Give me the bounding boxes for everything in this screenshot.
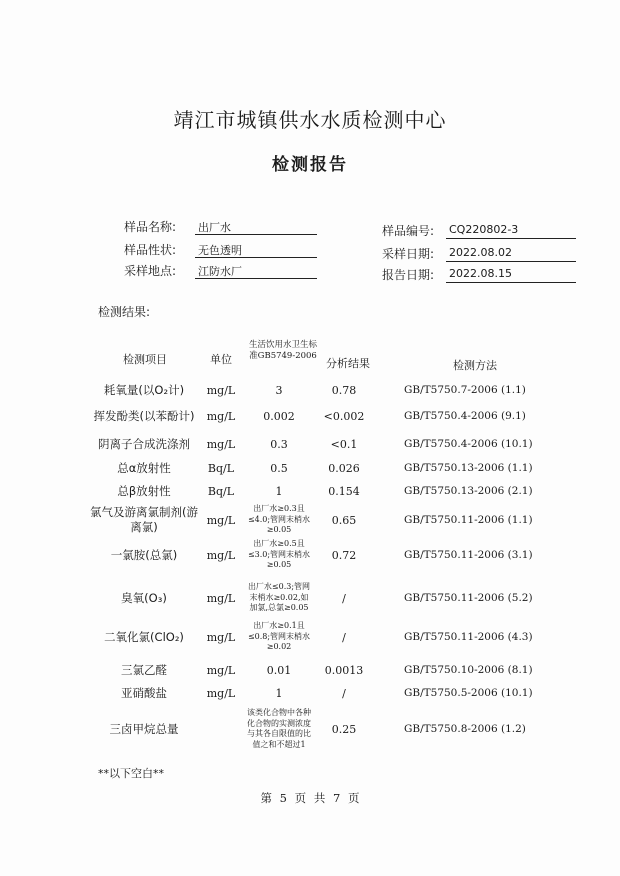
organization-title: 靖江市城镇供水水质检测中心	[173, 108, 447, 132]
row-standard: 出厂水≤0.3;管网末梢水≥0.02,如加氯,总氯≥0.05	[247, 582, 311, 613]
row-method: GB/T5750.11-2006 (1.1)	[404, 514, 533, 526]
sample-property-label: 样品性状:	[124, 243, 177, 257]
row-item: 亚硝酸盐	[121, 685, 167, 700]
row-method: GB/T5750.11-2006 (3.1)	[404, 549, 533, 561]
row-result: 0.78	[331, 383, 357, 397]
sampling-date-label: 采样日期:	[382, 247, 435, 261]
row-method: GB/T5750.11-2006 (4.3)	[404, 631, 533, 643]
row-method: GB/T5750.7-2006 (1.1)	[404, 384, 526, 396]
row-unit: mg/L	[206, 409, 236, 423]
header-result: 分析结果	[326, 357, 370, 370]
sample-number-label: 样品编号:	[382, 224, 435, 238]
row-item: 一氯胺(总氯)	[110, 547, 178, 562]
sample-number-value: CQ220802-3	[449, 223, 519, 236]
row-standard: 1	[275, 484, 283, 498]
row-unit: mg/L	[206, 513, 236, 527]
sampling-location-underline	[195, 278, 317, 279]
row-result: <0.1	[330, 437, 358, 451]
sample-number-underline	[446, 238, 576, 239]
row-method: GB/T5750.8-2006 (1.2)	[404, 723, 526, 735]
row-method: GB/T5750.5-2006 (10.1)	[404, 687, 533, 699]
report-date-label: 报告日期:	[382, 268, 435, 282]
row-result: 0.154	[328, 484, 360, 498]
report-date-value: 2022.08.15	[449, 267, 512, 280]
sample-name-underline	[195, 234, 317, 235]
row-standard: 3	[275, 383, 283, 397]
row-result: 0.0013	[324, 663, 364, 677]
row-item: 三氯乙醛	[121, 662, 167, 677]
row-standard: 0.5	[270, 461, 288, 475]
row-result: 0.026	[328, 461, 360, 475]
row-result: /	[342, 591, 346, 605]
row-item: 总β放射性	[117, 483, 171, 498]
sample-property-underline	[195, 257, 317, 258]
sample-name-value: 出厂水	[198, 221, 231, 234]
row-method: GB/T5750.4-2006 (10.1)	[404, 438, 533, 450]
results-heading: 检测结果:	[98, 305, 151, 319]
row-result: /	[342, 686, 346, 700]
row-item: 臭氧(O₃)	[121, 590, 167, 605]
report-date-underline	[446, 282, 576, 283]
row-unit: Bq/L	[207, 484, 235, 498]
page-number: 第 5 页 共 7 页	[260, 791, 360, 805]
row-item: 二氧化氯(ClO₂)	[104, 629, 184, 644]
sample-name-label: 样品名称:	[124, 220, 177, 234]
row-unit: Bq/L	[207, 461, 235, 475]
row-unit: mg/L	[206, 686, 236, 700]
row-standard: 0.01	[266, 663, 292, 677]
sampling-location-value: 江防水厂	[198, 265, 242, 278]
sampling-location-label: 采样地点:	[124, 264, 177, 278]
row-item: 阴离子合成洗涤剂	[98, 436, 190, 451]
row-method: GB/T5750.13-2006 (1.1)	[404, 462, 533, 474]
header-unit: 单位	[210, 353, 232, 366]
row-result: 0.72	[331, 548, 357, 562]
row-standard: 该类化合物中各种化合物的实测浓度与其各自限值的比值之和不超过1	[247, 708, 311, 749]
row-result: <0.002	[323, 409, 365, 423]
header-standard: 生活饮用水卫生标准GB5749-2006	[248, 340, 317, 361]
row-item: 三卤甲烷总量	[109, 721, 179, 736]
sampling-date-value: 2022.08.02	[449, 246, 512, 259]
row-standard: 出厂水≥0.3且≤4.0;管网末梢水≥0.05	[247, 504, 311, 535]
row-result: 0.25	[331, 722, 357, 736]
row-unit: mg/L	[206, 383, 236, 397]
blank-note: **以下空白**	[98, 767, 164, 780]
row-method: GB/T5750.13-2006 (2.1)	[404, 485, 533, 497]
row-result: /	[342, 630, 346, 644]
header-item: 检测项目	[123, 353, 167, 366]
sampling-date-underline	[446, 261, 576, 262]
row-unit: mg/L	[206, 630, 236, 644]
row-item: 总α放射性	[117, 460, 171, 475]
header-method: 检测方法	[453, 359, 497, 372]
row-result: 0.65	[331, 513, 357, 527]
row-item: 氯气及游离氯制剂(游离氯)	[90, 505, 198, 534]
row-item: 挥发酚类(以苯酚计)	[93, 408, 195, 423]
row-method: GB/T5750.11-2006 (5.2)	[404, 592, 533, 604]
row-unit: mg/L	[206, 663, 236, 677]
row-unit	[200, 706, 242, 752]
row-standard: 出厂水≥0.5且≤3.0;管网末梢水≥0.05	[247, 539, 311, 570]
row-unit: mg/L	[206, 437, 236, 451]
row-unit: mg/L	[206, 591, 236, 605]
row-standard: 1	[275, 686, 283, 700]
row-item: 耗氧量(以O₂计)	[103, 382, 185, 397]
row-standard: 出厂水≥0.1且≤0.8;管网末梢水≥0.02	[247, 621, 311, 652]
row-unit: mg/L	[206, 548, 236, 562]
row-standard: 0.002	[263, 409, 295, 423]
report-title: 检测报告	[272, 155, 348, 175]
row-method: GB/T5750.10-2006 (8.1)	[404, 664, 533, 676]
sample-property-value: 无色透明	[198, 244, 242, 257]
row-method: GB/T5750.4-2006 (9.1)	[404, 410, 526, 422]
row-standard: 0.3	[270, 437, 288, 451]
